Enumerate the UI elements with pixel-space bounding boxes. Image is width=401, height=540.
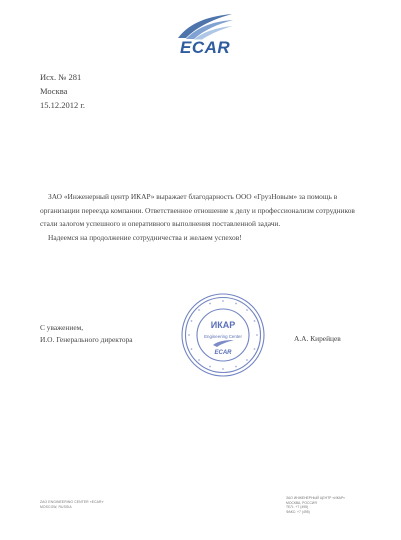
stamp-logo: ECAR xyxy=(214,350,232,356)
letter-body xyxy=(40,190,360,244)
logo-swoosh-icon xyxy=(172,12,234,40)
footer-line: ТЕЛ.: +7 (495) xyxy=(286,505,309,510)
footer-line: ФАКС: +7 (495) xyxy=(286,509,310,514)
signer-position: И.О. Генерального директора xyxy=(40,335,133,344)
signer-name: А.А. Кирейцев xyxy=(294,334,341,343)
footer-line: ЗАО ИНЖЕНЕРНЫЙ ЦЕНТР «ИКАР» xyxy=(286,496,345,500)
outgoing-number: Исх. № 281 xyxy=(40,72,82,82)
stamp-title: ИКАР xyxy=(210,320,236,330)
letter-meta xyxy=(40,70,85,112)
footer-right xyxy=(286,496,345,514)
logo-wordmark: ECAR xyxy=(180,38,231,57)
company-stamp xyxy=(180,292,266,378)
footer-line: ZAO ENGINEERING CENTER «ECAR» xyxy=(40,500,104,504)
city: Москва xyxy=(40,86,68,96)
letter-paragraph: Надеемся на продолжение сотрудничества и желаем успехов! xyxy=(48,232,242,242)
stamp-subtitle: Engineering Center xyxy=(204,334,242,339)
company-logo xyxy=(172,12,234,58)
footer-line: МОСКВА, РОССИЯ xyxy=(286,500,317,505)
footer-left xyxy=(40,500,104,509)
signature-block xyxy=(40,322,133,346)
letter-paragraph: ЗАО «Инженерный центр ИКАР» выражает благодарность ООО «ГрузНовым» за помощь в организации переезда компании. Ответственное отношение к делу и профессионализм сотрудников стали залогом успешного и оперативного выполнения поставленной задачи. xyxy=(40,192,355,229)
footer-line: MOSCOW, RUSSIA xyxy=(40,504,72,509)
letter-date: 15.12.2012 г. xyxy=(40,100,86,110)
closing-text: С уважением, xyxy=(40,323,84,332)
